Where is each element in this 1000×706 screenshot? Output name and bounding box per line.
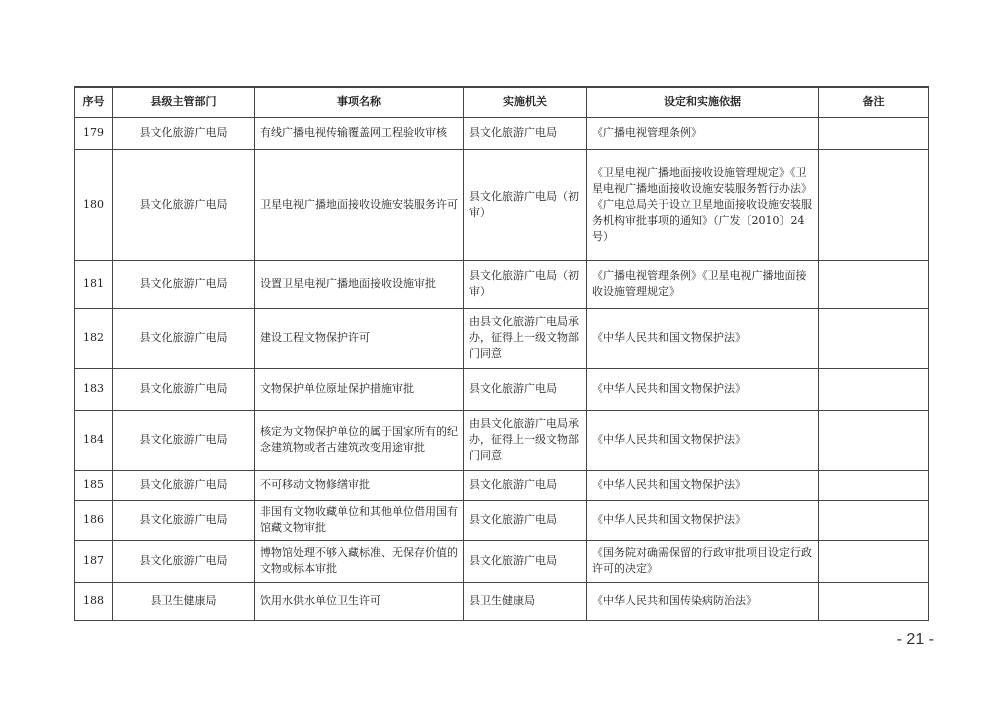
cell-agency: 县文化旅游广电局（初审） (464, 260, 587, 308)
table-row (75, 582, 929, 620)
cell-basis: 《中华人民共和国传染病防治法》 (587, 582, 819, 620)
cell-department: 县文化旅游广电局 (113, 117, 255, 149)
header-legal-basis: 设定和实施依据 (587, 87, 819, 117)
cell-serial-number: 185 (75, 470, 113, 500)
cell-item-name: 核定为文物保护单位的属于国家所有的纪念建筑物或者古建筑改变用途审批 (255, 410, 464, 470)
cell-department: 县文化旅游广电局 (113, 149, 255, 260)
cell-item-name: 不可移动文物修缮审批 (255, 470, 464, 500)
header-item-name: 事项名称 (255, 87, 464, 117)
cell-serial-number: 188 (75, 582, 113, 620)
cell-basis: 《中华人民共和国文物保护法》 (587, 368, 819, 410)
header-serial-number: 序号 (75, 87, 113, 117)
cell-department: 县文化旅游广电局 (113, 260, 255, 308)
cell-remarks (819, 308, 929, 368)
cell-department: 县卫生健康局 (113, 582, 255, 620)
table-row (75, 149, 929, 260)
cell-basis: 《国务院对确需保留的行政审批项目设定行政许可的决定》 (587, 540, 819, 582)
cell-item-name: 饮用水供水单位卫生许可 (255, 582, 464, 620)
cell-item-name: 卫星电视广播地面接收设施安装服务许可 (255, 149, 464, 260)
cell-basis: 《中华人民共和国文物保护法》 (587, 308, 819, 368)
cell-agency: 县文化旅游广电局 (464, 540, 587, 582)
table-row (75, 470, 929, 500)
cell-department: 县文化旅游广电局 (113, 540, 255, 582)
table-row (75, 368, 929, 410)
cell-department: 县文化旅游广电局 (113, 308, 255, 368)
header-implementing-agency: 实施机关 (464, 87, 587, 117)
cell-serial-number: 180 (75, 149, 113, 260)
cell-remarks (819, 540, 929, 582)
cell-item-name: 有线广播电视传输覆盖网工程验收审核 (255, 117, 464, 149)
cell-agency: 县文化旅游广电局 (464, 500, 587, 540)
cell-basis: 《广播电视管理条例》《卫星电视广播地面接收设施管理规定》 (587, 260, 819, 308)
cell-serial-number: 181 (75, 260, 113, 308)
cell-serial-number: 183 (75, 368, 113, 410)
cell-remarks (819, 500, 929, 540)
cell-basis: 《广播电视管理条例》 (587, 117, 819, 149)
cell-item-name: 文物保护单位原址保护措施审批 (255, 368, 464, 410)
cell-item-name: 设置卫星电视广播地面接收设施审批 (255, 260, 464, 308)
cell-serial-number: 182 (75, 308, 113, 368)
cell-agency: 由县文化旅游广电局承办，征得上一级文物部门同意 (464, 410, 587, 470)
table-row (75, 260, 929, 308)
table-header-row (75, 87, 929, 117)
table-row (75, 500, 929, 540)
cell-basis: 《卫星电视广播地面接收设施管理规定》《卫星电视广播地面接收设施安装服务暂行办法》《广电总局关于设立卫星地面接收设施安装服务机构审批事项的通知》（广发〔2010〕24号） (587, 149, 819, 260)
cell-department: 县文化旅游广电局 (113, 500, 255, 540)
cell-remarks (819, 117, 929, 149)
cell-serial-number: 179 (75, 117, 113, 149)
cell-basis: 《中华人民共和国文物保护法》 (587, 500, 819, 540)
cell-remarks (819, 368, 929, 410)
cell-remarks (819, 410, 929, 470)
cell-remarks (819, 470, 929, 500)
cell-item-name: 建设工程文物保护许可 (255, 308, 464, 368)
cell-department: 县文化旅游广电局 (113, 470, 255, 500)
cell-agency: 县文化旅游广电局 (464, 117, 587, 149)
cell-agency: 由县文化旅游广电局承办，征得上一级文物部门同意 (464, 308, 587, 368)
cell-remarks (819, 260, 929, 308)
cell-serial-number: 186 (75, 500, 113, 540)
cell-basis: 《中华人民共和国文物保护法》 (587, 410, 819, 470)
table-row (75, 540, 929, 582)
cell-serial-number: 184 (75, 410, 113, 470)
table-row (75, 410, 929, 470)
cell-item-name: 博物馆处理不够入藏标准、无保存价值的文物或标本审批 (255, 540, 464, 582)
cell-item-name: 非国有文物收藏单位和其他单位借用国有馆藏文物审批 (255, 500, 464, 540)
cell-agency: 县文化旅游广电局 (464, 470, 587, 500)
cell-remarks (819, 582, 929, 620)
approval-items-table (74, 86, 929, 621)
cell-department: 县文化旅游广电局 (113, 368, 255, 410)
table-row (75, 117, 929, 149)
table-row (75, 308, 929, 368)
cell-agency: 县文化旅游广电局 (464, 368, 587, 410)
header-remarks: 备注 (819, 87, 929, 117)
header-county-department: 县级主管部门 (113, 87, 255, 117)
cell-remarks (819, 149, 929, 260)
cell-basis: 《中华人民共和国文物保护法》 (587, 470, 819, 500)
cell-serial-number: 187 (75, 540, 113, 582)
cell-department: 县文化旅游广电局 (113, 410, 255, 470)
cell-agency: 县卫生健康局 (464, 582, 587, 620)
cell-agency: 县文化旅游广电局（初审） (464, 149, 587, 260)
page-number: - 21 - (896, 631, 934, 648)
